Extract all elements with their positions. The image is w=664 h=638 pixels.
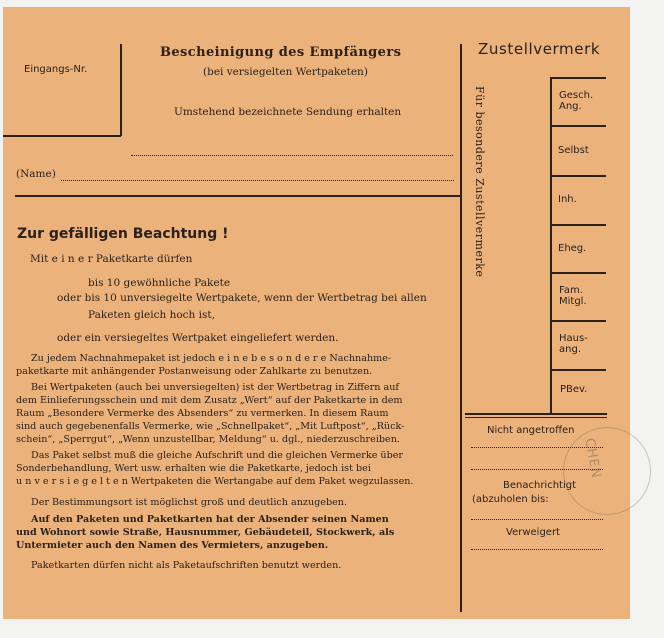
cell-line-1 (550, 125, 606, 127)
eingang-box-bottom (3, 135, 121, 137)
abzuholen-line (471, 519, 603, 520)
zustell-title: Zustellvermerk (478, 40, 601, 58)
notice-line-18: Untermieter auch den Namen des Vermieters, anzugeben. (16, 540, 329, 551)
certificate-title: Bescheinigung des Empfängers (160, 45, 402, 60)
notice-line-13: Sonderbehandlung, Wert usw. erhalten wie die Paketkarte, jedoch ist bei (16, 463, 371, 474)
notice-line-11: schein“, „Sperrgut“, „Wenn unzustellbar, Meldung“ u. dgl., niederzuschreiben. (16, 434, 400, 445)
notice-line-12: Das Paket selbst muß die gleiche Aufschrift und die gleichen Vermerke über (31, 450, 404, 461)
eingang-label: Eingangs-Nr. (24, 64, 88, 75)
notice-line-6: paketkarte mit anhängender Postanweisung oder Zahlkarte zu benutzen. (16, 366, 373, 377)
cell-selbst: Selbst (558, 145, 589, 156)
cell-line-6 (550, 369, 606, 371)
notice-line-7: Bei Wertpaketen (auch bei unversiegelten) ist der Wertbetrag in Ziffern auf (31, 382, 399, 393)
notice-line-1: bis 10 gewöhnliche Pakete (88, 277, 231, 289)
cell-inh: Inh. (558, 194, 577, 205)
cell-eheg: Eheg. (558, 243, 587, 254)
header-divider (15, 195, 461, 197)
cell-line-2 (550, 175, 606, 177)
name-label: (Name) (16, 168, 56, 180)
verweigert-line (471, 549, 603, 550)
zustell-vertical-label: Für besondere Zustellvermerke (473, 86, 486, 278)
name-dotted-line (61, 180, 454, 181)
notice-line-19: Paketkarten dürfen nicht als Paketaufschriften benutzt werden. (31, 560, 342, 571)
nicht-angetroffen-label: Nicht angetroffen (487, 425, 575, 436)
cell-pbev: PBev. (560, 384, 588, 395)
notice-line-0: Mit e i n e r Paketkarte dürfen (30, 253, 193, 265)
received-text: Umstehend bezeichnete Sendung erhalten (174, 106, 402, 118)
postmark-text: CHEN (581, 437, 604, 480)
cell-line-0 (550, 77, 606, 79)
cell-gesch-ang: Gesch. Ang. (559, 90, 594, 112)
zustell-thick-rule (465, 413, 607, 415)
certificate-subtitle: (bei versiegelten Wertpaketen) (203, 66, 368, 78)
notice-line-10: sind auch gegebenenfalls Vermerke, wie „Schnellpaket“, „Mit Luftpost“, „Rück- (16, 421, 405, 432)
notice-line-14: u n v e r s i e g e l t e n Wertpaketen die Wertangabe auf dem Paket wegzulassen. (16, 476, 414, 487)
notice-line-17: und Wohnort sowie Straße, Hausnummer, Gebäudeteil, Stockwerk, als (16, 527, 395, 538)
received-dotted-line (131, 155, 453, 156)
main-vertical-divider (460, 44, 462, 612)
notice-line-5: Zu jedem Nachnahmepaket ist jedoch e i n e b e s o n d e r e Nachnahme- (31, 353, 392, 364)
cell-line-4 (550, 272, 606, 274)
notice-line-15: Der Bestimmungsort ist möglichst groß und deutlich anzugeben. (31, 497, 347, 508)
eingang-box-right (120, 44, 122, 136)
cell-line-5 (550, 320, 606, 322)
notice-line-3: Paketen gleich hoch ist, (88, 309, 215, 321)
benachrichtigt-label: Benachrichtigt (503, 480, 577, 491)
notice-line-8: dem Einlieferungsschein und mit dem Zusatz „Wert“ auf der Paketkarte in dem (16, 395, 403, 406)
zustell-thin-rule (465, 417, 607, 418)
abzuholen-label: (abzuholen bis: (472, 494, 549, 505)
cell-column-left (550, 77, 552, 415)
notice-line-4: oder ein versiegeltes Wertpaket eingeliefert werden. (57, 332, 339, 344)
notice-line-9: Raum „Besondere Vermerke des Absenders“ zu vermerken. In diesem Raum (16, 408, 389, 419)
cell-fam-mitgl: Fam. Mitgl. (559, 285, 587, 307)
cell-haus-ang: Haus- ang. (559, 333, 588, 355)
notice-line-2: oder bis 10 unversiegelte Wertpakete, wenn der Wertbetrag bei allen (57, 292, 427, 304)
notice-line-16: Auf den Paketen und Paketkarten hat der Absender seinen Namen (31, 514, 389, 525)
verweigert-label: Verweigert (506, 527, 560, 538)
parcel-card (3, 7, 630, 619)
cell-line-3 (550, 224, 606, 226)
postmark-stamp (563, 427, 651, 515)
notice-heading: Zur gefälligen Beachtung ! (17, 226, 229, 242)
